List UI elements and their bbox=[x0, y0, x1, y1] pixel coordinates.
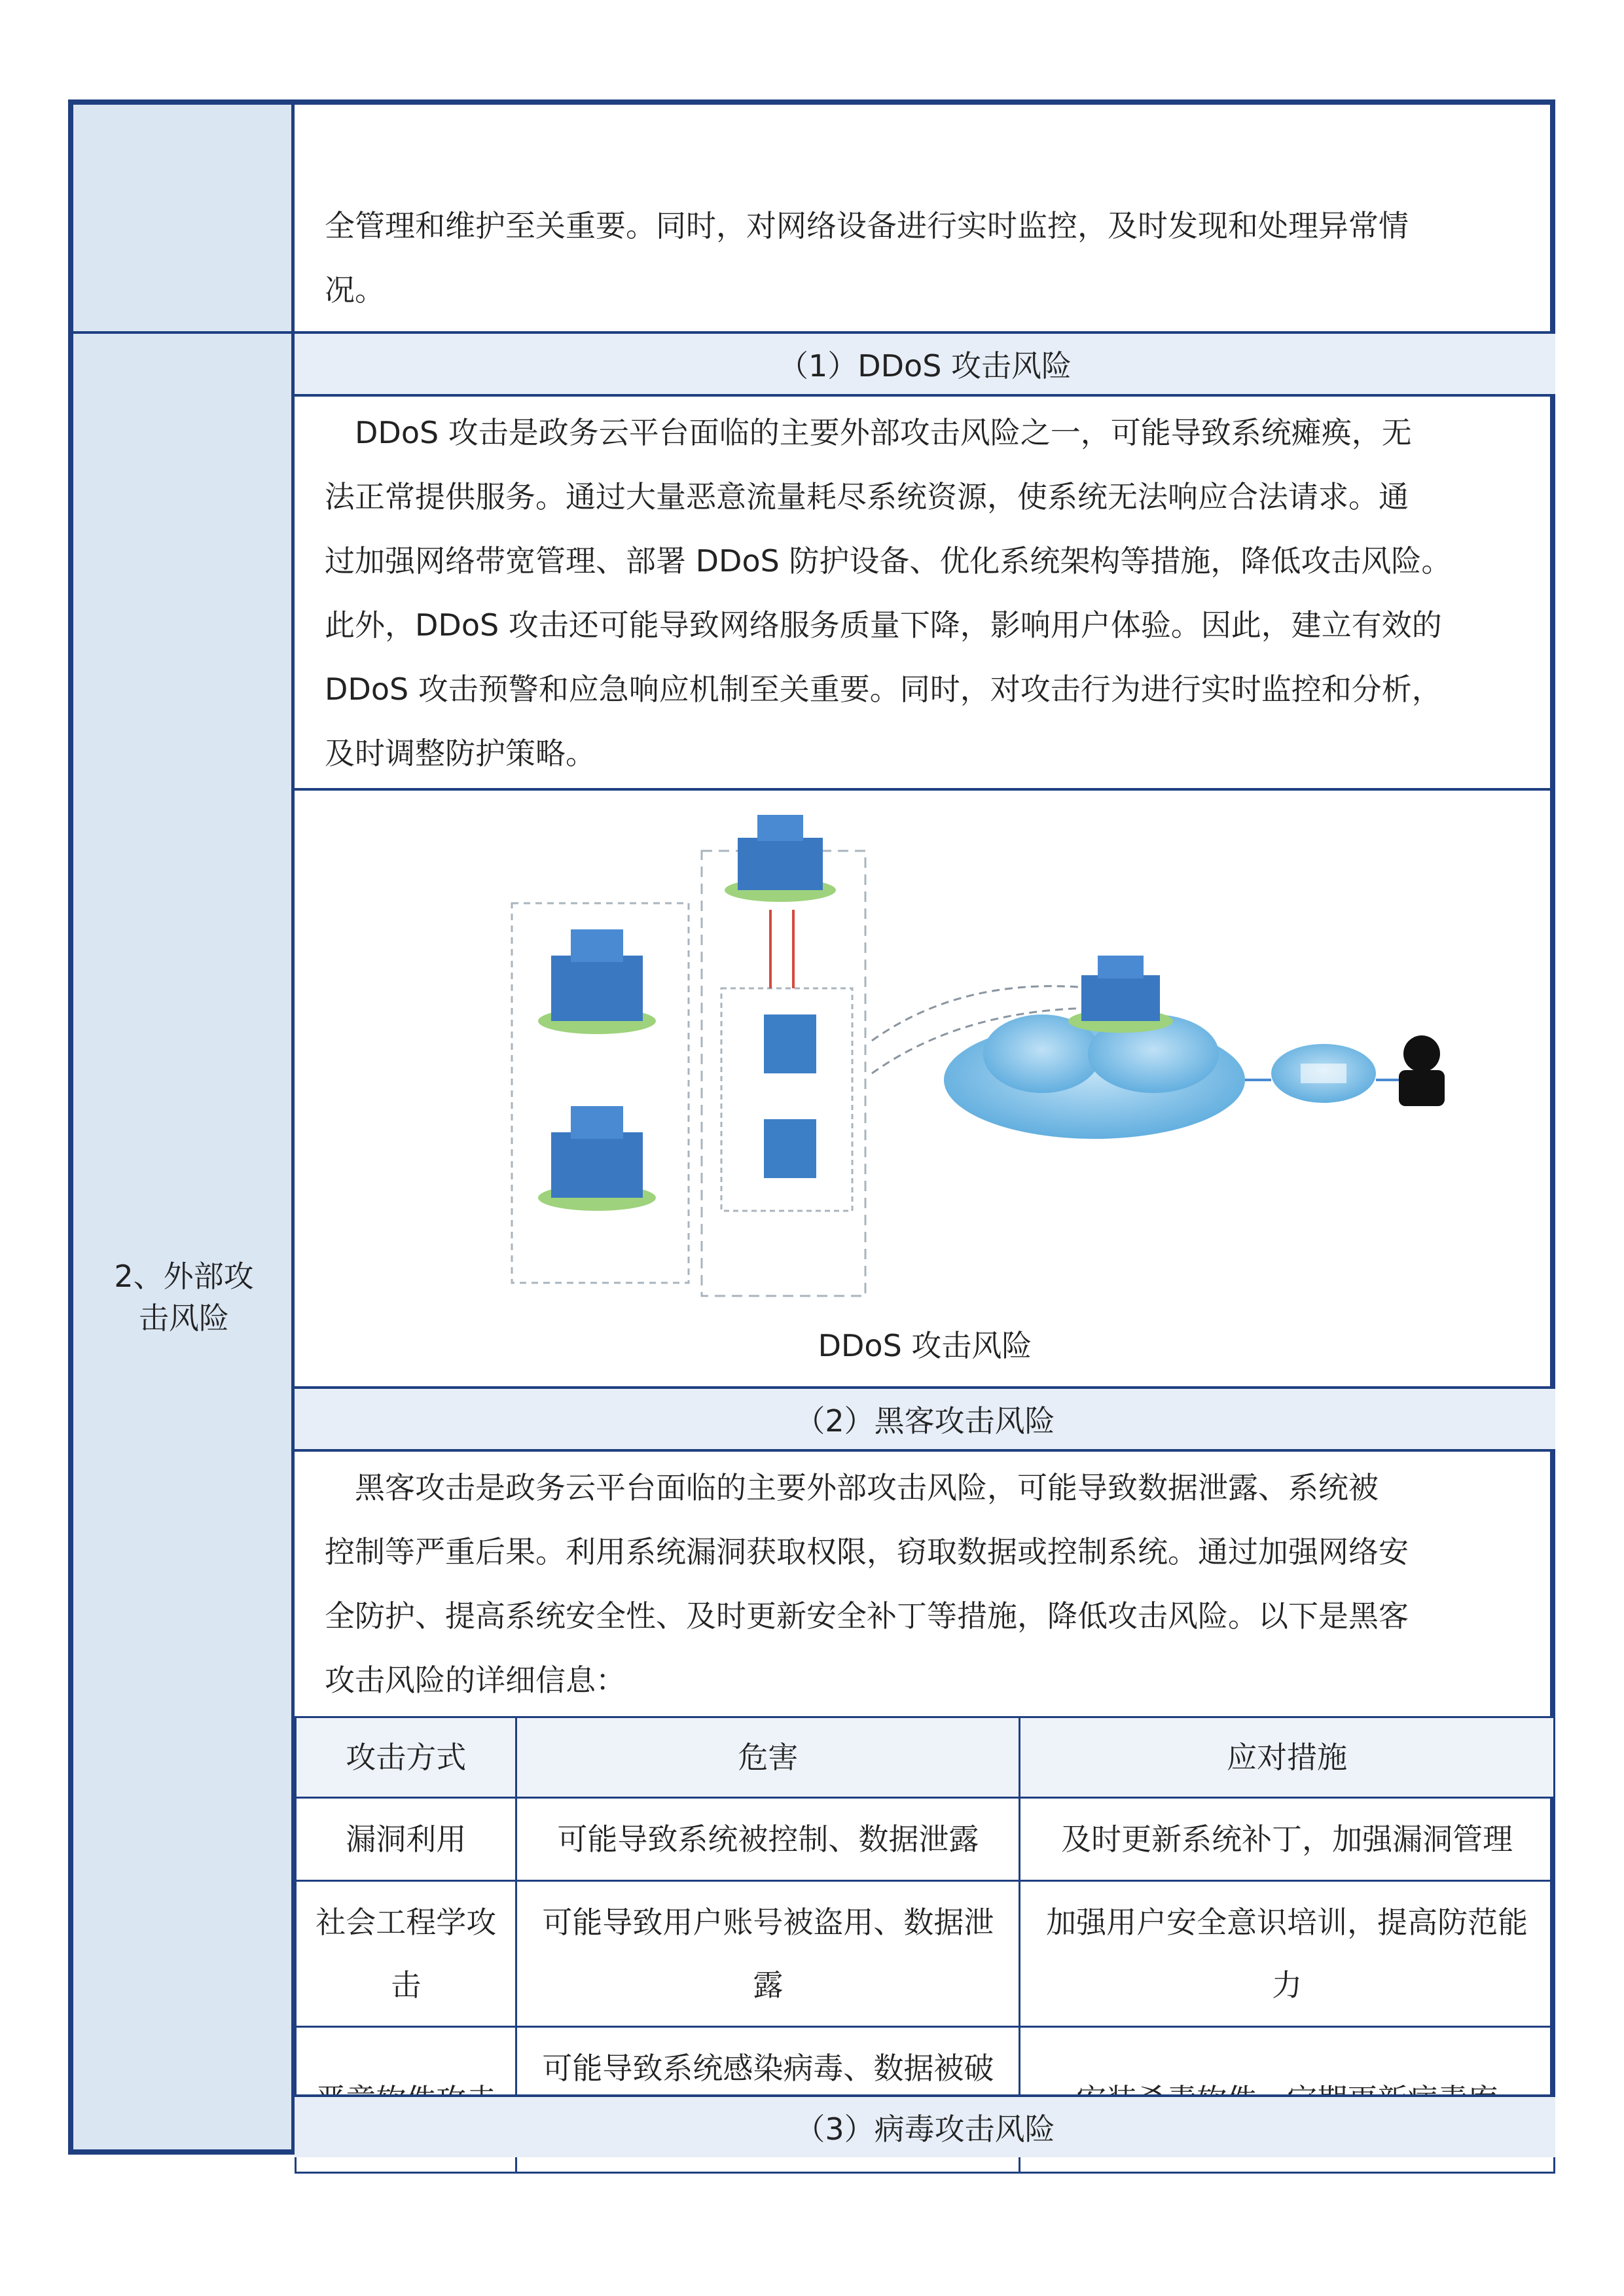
section-label: 击风险 bbox=[139, 1300, 229, 1336]
hacker-line: 控制等严重后果。利用系统漏洞获取权限，窃取数据或控制系统。通过加强网络安 bbox=[325, 1534, 1409, 1570]
hacker-line: 全防护、提高系统安全性、及时更新安全补丁等措施，降低攻击风险。以下是黑客 bbox=[325, 1598, 1409, 1634]
row-divider bbox=[295, 394, 1550, 397]
attacker-cloud-icon bbox=[1271, 1044, 1376, 1103]
table-header-cell: 危害 bbox=[516, 1717, 1020, 1798]
table-header-cell: 应对措施 bbox=[1020, 1717, 1555, 1798]
ddos-diagram bbox=[505, 792, 1487, 1302]
row-divider bbox=[295, 788, 1550, 791]
figure-caption: DDoS 攻击风险 bbox=[818, 1328, 1032, 1363]
ddos-line: 过加强网络带宽管理、部署 DDoS 防护设备、优化系统架构等措施，降低攻击风险。 bbox=[325, 543, 1452, 579]
ddos-line: 法正常提供服务。通过大量恶意流量耗尽系统资源，使系统无法响应合法请求。通 bbox=[325, 479, 1409, 514]
subheading-hacker: （2）黑客攻击风险 bbox=[295, 1389, 1555, 1449]
table-cell: 可能导致系统被控制、数据泄露 bbox=[516, 1798, 1020, 1881]
hacker-line: 黑客攻击是政务云平台面临的主要外部攻击风险，可能导致数据泄露、系统被 bbox=[355, 1470, 1379, 1505]
server-cluster-icon bbox=[538, 929, 656, 1034]
switch-icon bbox=[764, 1119, 816, 1178]
server-cluster-icon bbox=[538, 1106, 656, 1211]
table-cell: 漏洞利用 bbox=[296, 1798, 516, 1881]
table-cell: 社会工程学攻 击 bbox=[296, 1881, 516, 2027]
intro-line: 况。 bbox=[325, 272, 385, 308]
table-cell: 可能导致系统感染病毒、数据被破 bbox=[516, 2027, 1020, 2173]
table-cell: 可能导致用户账号被盗用、数据泄 露 bbox=[516, 1881, 1020, 2027]
hacker-icon bbox=[1399, 1035, 1445, 1106]
ddos-line: 此外，DDoS 攻击还可能导致网络服务质量下降，影响用户体验。因此，建立有效的 bbox=[325, 607, 1442, 643]
subheading-ddos: （1）DDoS 攻击风险 bbox=[295, 334, 1555, 394]
ddos-line: 及时调整防护策略。 bbox=[325, 736, 596, 771]
table-row bbox=[296, 1881, 1555, 2027]
hacker-line: 攻击风险的详细信息： bbox=[325, 1662, 626, 1698]
table-cell: 加强用户安全意识培训，提高防范能 力 bbox=[1020, 1881, 1555, 2027]
ddos-line: DDoS 攻击预警和应急响应机制至关重要。同时，对攻击行为进行实时监控和分析， bbox=[325, 672, 1442, 707]
intro-line: 全管理和维护至关重要。同时，对网络设备进行实时监控，及时发现和处理异常情 bbox=[325, 208, 1409, 243]
row-divider bbox=[295, 1449, 1550, 1452]
subheading-virus: （3）病毒攻击风险 bbox=[295, 2097, 1555, 2157]
ddos-line: DDoS 攻击是政务云平台面临的主要外部攻击风险之一，可能导致系统瘫痪，无 bbox=[355, 415, 1412, 450]
table-cell: 及时更新系统补丁，加强漏洞管理 bbox=[1020, 1798, 1555, 1881]
section-label: 2、外部攻 bbox=[114, 1259, 254, 1294]
internet-cloud-icon bbox=[944, 1014, 1245, 1139]
switch-icon bbox=[764, 1014, 816, 1073]
server-cluster-icon bbox=[1068, 956, 1173, 1033]
left-column bbox=[73, 105, 295, 2149]
server-cluster-icon bbox=[725, 815, 836, 902]
table-row bbox=[296, 1798, 1555, 1881]
document-frame bbox=[68, 99, 1555, 2155]
table-header-cell: 攻击方式 bbox=[296, 1717, 516, 1798]
table-header-row bbox=[296, 1717, 1555, 1798]
